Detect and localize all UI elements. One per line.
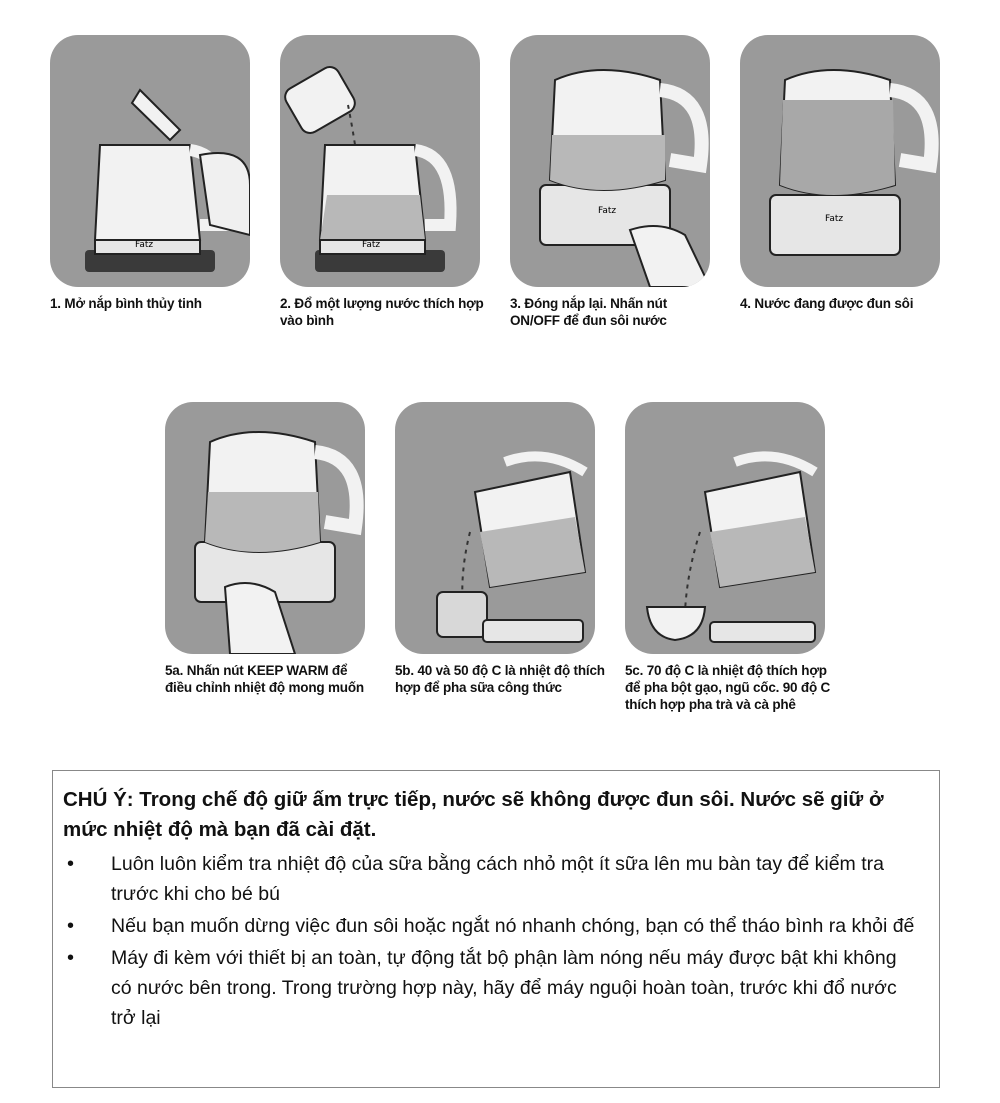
- svg-text:Fatz: Fatz: [825, 214, 844, 224]
- list-item: [63, 911, 919, 941]
- step-caption: 4. Nước đang được đun sôi: [740, 296, 914, 311]
- step-4: [740, 35, 950, 312]
- step-3-illustration: [510, 35, 710, 287]
- svg-text:Fatz: Fatz: [598, 206, 617, 216]
- step-2-illustration: [280, 35, 480, 287]
- keep-warm-button-icon: [165, 402, 365, 654]
- step-caption: 5b. 40 và 50 độ C là nhiệt độ thích hợp để pha sữa công thức: [395, 663, 605, 695]
- step-caption: 3. Đóng nắp lại. Nhấn nút ON/OFF để đun sôi nước: [510, 296, 668, 328]
- step-2: [280, 35, 490, 329]
- step-caption: 2. Đổ một lượng nước thích hợp vào bình: [280, 296, 484, 328]
- caution-list: [63, 849, 919, 1033]
- caution-title: CHÚ Ý: Trong chế độ giữ ấm trực tiếp, nước sẽ không được đun sôi. Nước sẽ giữ ở mức nhiệt độ mà bạn đã cài đặt.: [63, 788, 884, 841]
- step-1: [50, 35, 260, 312]
- step-5c-illustration: [625, 402, 825, 654]
- step-caption: 5c. 70 độ C là nhiệt độ thích hợp để pha bột gạo, ngũ cốc. 90 độ C thích hợp pha trà và cà phê: [625, 663, 831, 712]
- list-item-text: Nếu bạn muốn dừng việc đun sôi hoặc ngắt nó nhanh chóng, bạn có thể tháo bình ra khỏi đế: [111, 915, 915, 937]
- kettle-open-lid-icon: [50, 35, 250, 287]
- pour-into-bottle-icon: [395, 402, 595, 654]
- step-1-illustration: [50, 35, 250, 287]
- kettle-boiling-icon: [740, 35, 940, 287]
- step-5c: [625, 402, 835, 713]
- step-5a: [165, 402, 375, 696]
- svg-text:Fatz: Fatz: [135, 240, 154, 250]
- step-5b-illustration: [395, 402, 595, 654]
- caution-note-box: [52, 770, 940, 1088]
- press-on-off-icon: [510, 35, 710, 287]
- step-5a-illustration: [165, 402, 365, 654]
- list-item-text: Luôn luôn kiểm tra nhiệt độ của sữa bằng cách nhỏ một ít sữa lên mu bàn tay để kiểm tra trước khi cho bé bú: [111, 853, 884, 905]
- step-caption: 5a. Nhấn nút KEEP WARM để điều chỉnh nhiệt độ mong muốn: [165, 663, 364, 695]
- list-item-text: Máy đi kèm với thiết bị an toàn, tự động tắt bộ phận làm nóng nếu máy được bật khi không có nước bên trong. Trong trường hợp này, hãy để máy nguội hoàn toàn, trước khi đổ nước trở lại: [111, 947, 897, 1029]
- step-4-illustration: [740, 35, 940, 287]
- list-item: [63, 943, 919, 1033]
- pour-water-icon: [280, 35, 480, 287]
- pour-into-cup-icon: [625, 402, 825, 654]
- svg-text:Fatz: Fatz: [362, 240, 381, 250]
- bullet-icon: •: [67, 853, 75, 875]
- step-5b: [395, 402, 605, 696]
- step-3: [510, 35, 720, 329]
- step-caption: 1. Mở nắp bình thủy tinh: [50, 296, 202, 311]
- bullet-icon: •: [67, 947, 75, 969]
- list-item: [63, 849, 919, 909]
- bullet-icon: •: [67, 915, 75, 937]
